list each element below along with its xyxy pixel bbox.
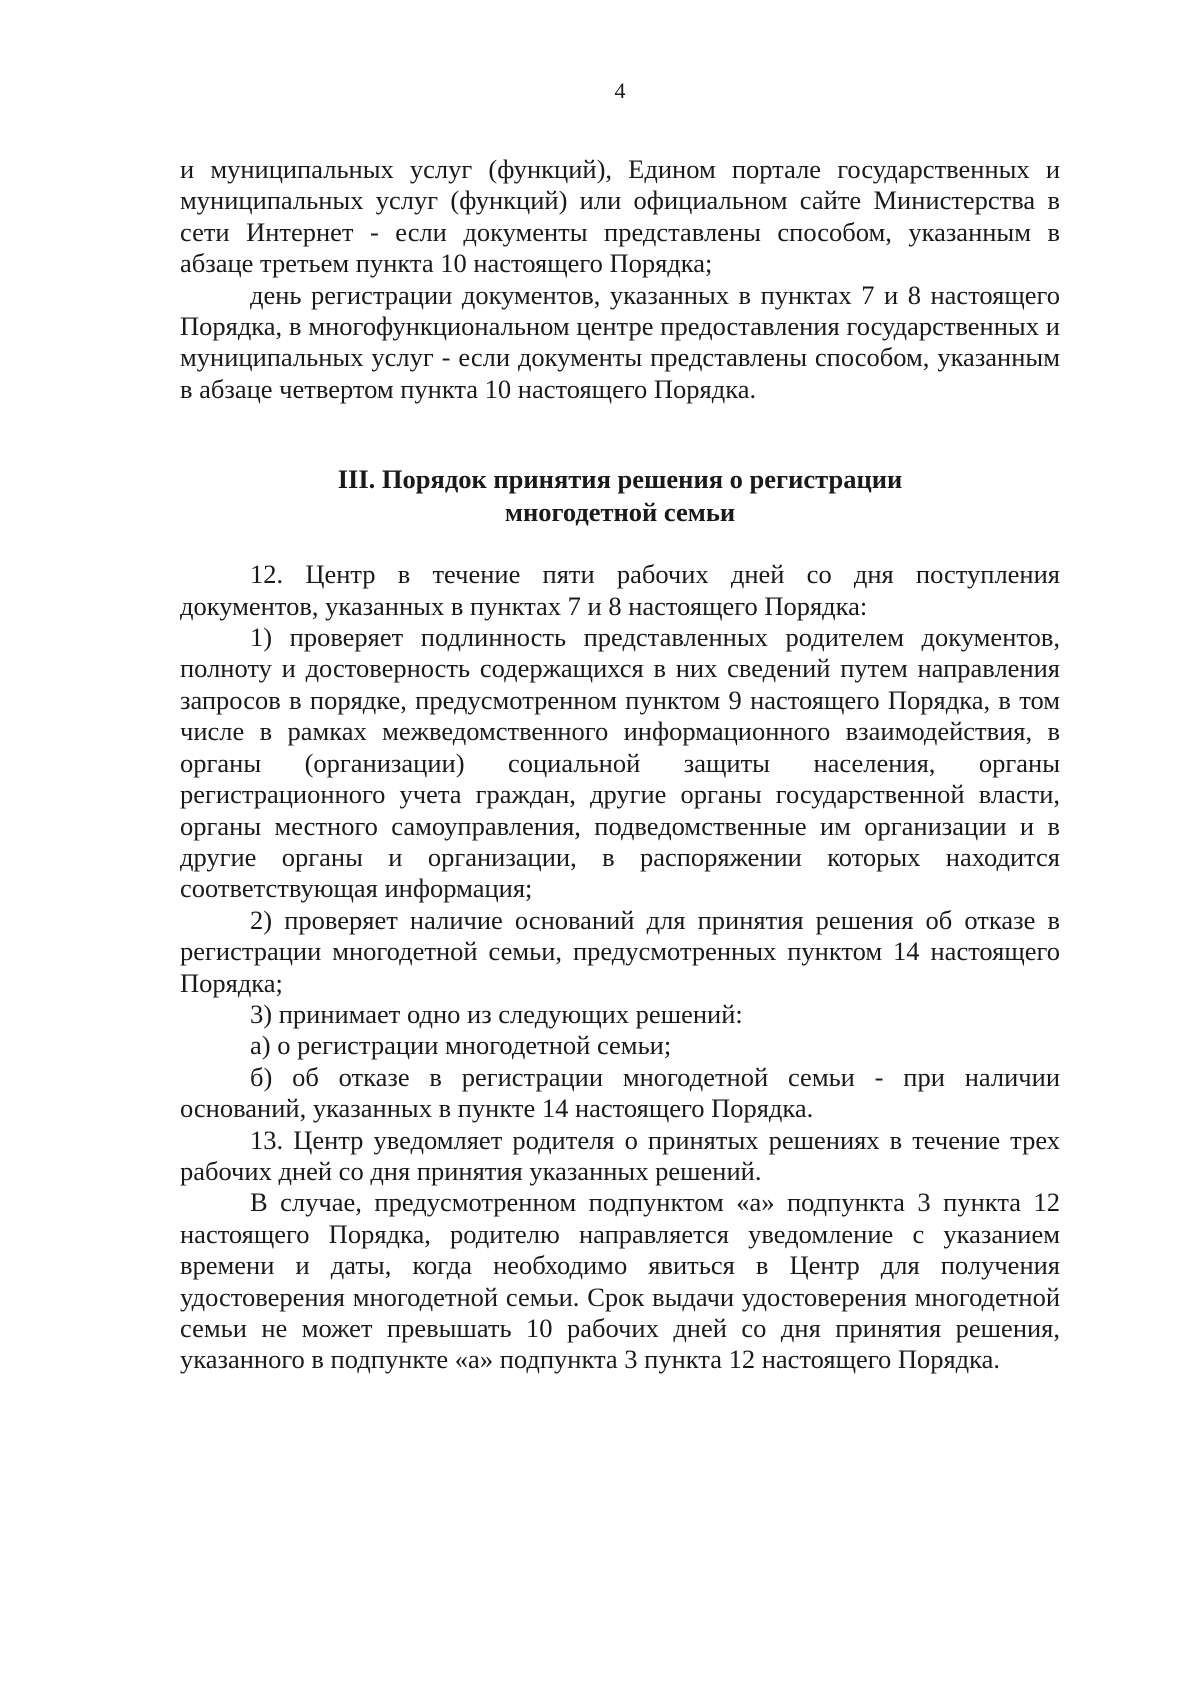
section-heading-line: III. Порядок принятия решения о регистрации bbox=[337, 464, 903, 495]
paragraph: а) о регистрации многодетной семьи; bbox=[250, 1030, 672, 1061]
paragraph: 12. Центр в течение пяти рабочих дней со дня поступления документов, указанных в пунктах 7 и 8 настоящего Порядка: bbox=[180, 559, 1060, 621]
paragraph: б) об отказе в регистрации многодетной семьи - при наличии оснований, указанных в пункте 14 настоящего Порядка. bbox=[180, 1061, 1060, 1124]
paragraph: 13. Центр уведомляет родителя о принятых решениях в течение трех рабочих дней со дня принятия указанных решений. bbox=[180, 1124, 1060, 1186]
document-body bbox=[180, 154, 1060, 1376]
paragraph: день регистрации документов, указанных в пунктах 7 и 8 настоящего Порядка, в многофункциональном центре предоставления государственных и муниципальных услуг - если документы представлены способом, указанным в абзаце четвертом пункта 10 настоящего Порядка. bbox=[180, 279, 1060, 404]
section-heading bbox=[180, 463, 1060, 529]
paragraph: 2) проверяет наличие оснований для принятия решения об отказе в регистрации многодетной семьи, предусмотренных пунктом 14 настоящего Порядка; bbox=[180, 904, 1060, 998]
section-heading-line: многодетной семьи bbox=[504, 497, 736, 528]
paragraph: 3) принимает одно из следующих решений: bbox=[250, 998, 743, 1029]
page-number: 4 bbox=[614, 78, 626, 103]
paragraph: В случае, предусмотренном подпунктом «а» подпункта 3 пункта 12 настоящего Порядка, родителю направляется уведомление с указанием времени и даты, когда необходимо явиться в Центр для получения удостоверения многодетной семьи. Срок выдачи удостоверения многодетной семьи не может превышать 10 рабочих дней со дня принятия решения, указанного в подпункте «а» подпункта 3 пункта 12 настоящего Порядка. bbox=[180, 1187, 1060, 1375]
paragraph: и муниципальных услуг (функций), Едином портале государственных и муниципальных услуг (функций) или официальном сайте Министерства в сети Интернет - если документы представлены способом, указанным в абзаце третьем пункта 10 настоящего Порядка; bbox=[180, 154, 1060, 279]
paragraph: 1) проверяет подлинность представленных родителем документов, полноту и достоверность содержащихся в них сведений путем направления запросов в порядке, предусмотренном пунктом 9 настоящего Порядка, в том числе в рамках межведомственного информационного взаимодействия, в органы (организации) социальной защиты населения, органы регистрационного учета граждан, другие органы государственной власти, органы местного самоуправления, подведомственные им организации и в другие органы и организации, в распоряжении которых находится соответствующая информация; bbox=[180, 622, 1060, 904]
